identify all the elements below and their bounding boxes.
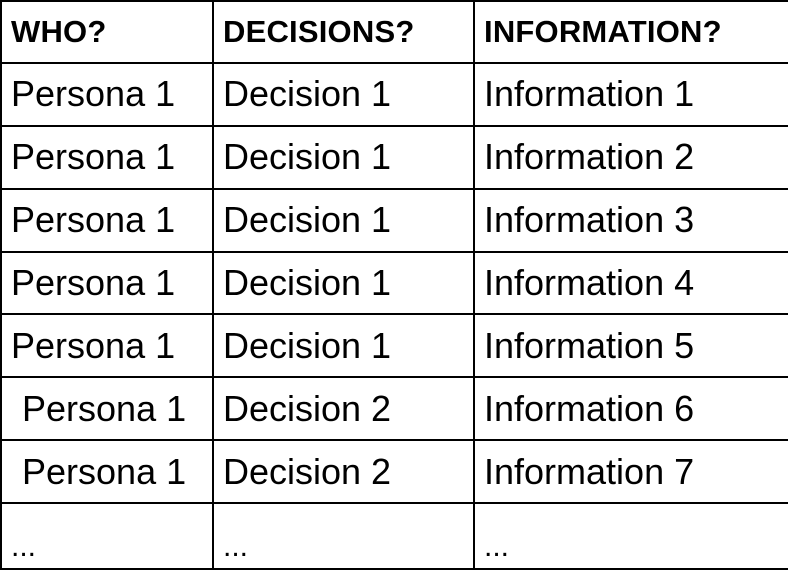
table-row <box>1 252 788 315</box>
cell-information: Information 4 <box>474 252 788 315</box>
cell-decision: Decision 2 <box>213 440 474 503</box>
cell-decision: Decision 1 <box>213 126 474 189</box>
table-row <box>1 440 788 503</box>
cell-decision: Decision 1 <box>213 189 474 252</box>
cell-information: Information 6 <box>474 377 788 440</box>
cell-decision: Decision 1 <box>213 63 474 126</box>
cell-who: Persona 1 <box>1 126 213 189</box>
cell-who: Persona 1 <box>1 377 213 440</box>
header-information: INFORMATION? <box>474 1 788 63</box>
cell-information: Information 7 <box>474 440 788 503</box>
table-row-ellipsis <box>1 503 788 569</box>
cell-information: Information 1 <box>474 63 788 126</box>
cell-information: Information 2 <box>474 126 788 189</box>
table-row <box>1 126 788 189</box>
table-row <box>1 189 788 252</box>
table-header-row <box>1 1 788 63</box>
cell-decision: Decision 1 <box>213 314 474 377</box>
cell-decision: Decision 1 <box>213 252 474 315</box>
cell-who: Persona 1 <box>1 189 213 252</box>
cell-who: Persona 1 <box>1 314 213 377</box>
header-decisions: DECISIONS? <box>213 1 474 63</box>
table-row <box>1 314 788 377</box>
cell-information: Information 5 <box>474 314 788 377</box>
cell-decision: Decision 2 <box>213 377 474 440</box>
cell-decision-ellipsis: ... <box>213 503 474 569</box>
cell-information: Information 3 <box>474 189 788 252</box>
table-row <box>1 377 788 440</box>
cell-who: Persona 1 <box>1 63 213 126</box>
cell-who: Persona 1 <box>1 252 213 315</box>
cell-information-ellipsis: ... <box>474 503 788 569</box>
header-who: WHO? <box>1 1 213 63</box>
cell-who-ellipsis: ... <box>1 503 213 569</box>
table-row <box>1 63 788 126</box>
cell-who: Persona 1 <box>1 440 213 503</box>
